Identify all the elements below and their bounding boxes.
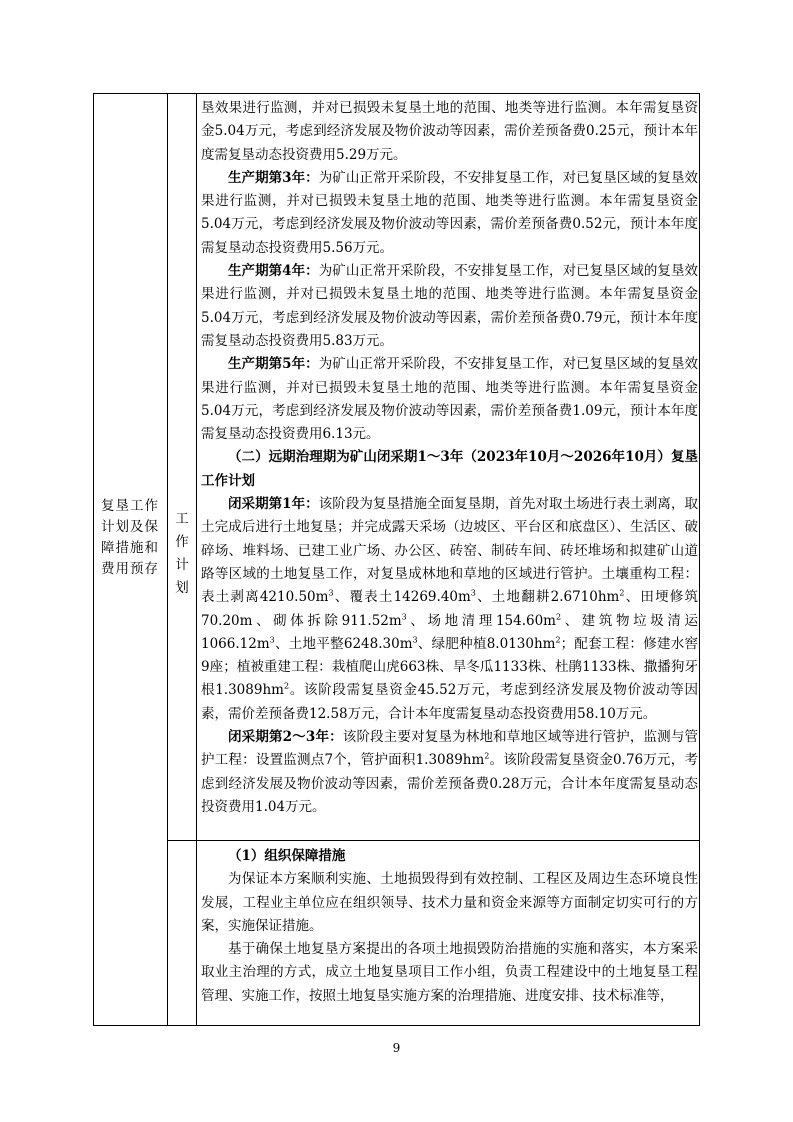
- table-bottom-border: [93, 1025, 700, 1026]
- row-label-mid: 工作计划: [175, 511, 189, 596]
- heading-long-term-plan: （二）远期治理期为矿山闭采期1～3年（2023年10月～2026年10月）复垦工作计划: [201, 449, 698, 489]
- paragraph-production-year4: 生产期第4年：为矿山正常开采阶段，不安排复垦工作，对已复垦区域的复垦效果进行监测，并对已损毁未复垦土地的范围、地类等进行监测。本年需复垦资金5.04万元，考虑到经济发展及物价波动等因素，需价差预备费0.79元，预计本年度需复垦动态投资费用5.83万元。: [201, 263, 698, 349]
- paragraph-closure-year1: 闭采期第1年：该阶段为复垦措施全面复垦期，首先对取土场进行表土剥离，取土完成后进行土地复垦；并完成露天采场（边坡区、平台区和底盘区）、生活区、破碎场、堆料场、已建工业广场、办公区、砖窑、制砖车间、砖坯堆场和拟建矿山道路等区域的土地复垦工作，对复垦成林地和草地的区域进行管护。土壤重构工程：表土剥离$4210.50m^3$、覆表土$14269.40m^3$、土地翻耕$2.6710hm^2$、田埂修筑70.20m、砌体拆除$911.52m^3$、场地清理$154.60m^2$、建筑物垃圾清运$1066.12m^3$、土地平整$6248.30m^3$、绿肥种植$8.0130hm^2$；配套工程：修建水窖9座；植被重建工程：栽植爬山虎663株、旱冬瓜1133株、杜鹃1133株、撒播狗牙根$1.3089hm^2$。该阶段需复垦资金45.52万元，考虑到经济发展及物价波动等因素，需价差预备费12.58万元，合计本年度需复垦动态投资费用58.10万元。: [201, 496, 699, 722]
- table-right-border: [699, 93, 700, 1026]
- guarantee-content: [201, 845, 698, 1008]
- heading-organization-guarantee: （1）组织保障措施: [228, 848, 346, 864]
- paragraph-guarantee-1: 为保证本方案顺利实施、土地损毁得到有效控制、工程区及周边生态环境良性发展，工程业主单位应在组织领导、技术力量和资金来源等方面制定切实可行的方案，实施保证措施。: [201, 871, 698, 934]
- table-col-divider-1: [167, 93, 168, 1026]
- paragraph-production-year5: 生产期第5年：为矿山正常开采阶段，不安排复垦工作，对已复垦区域的复垦效果进行监测，并对已损毁未复垦土地的范围、地类等进行监测。本年需复垦资金5.04万元，考虑到经济发展及物价波动等因素，需价差预备费1.09元，预计本年度需复垦动态投资费用6.13元。: [201, 356, 698, 443]
- paragraph-guarantee-2: 基于确保土地复垦方案提出的各项土地损毁防治措施的实施和落实，本方案采取业主治理的方式，成立土地复垦项目工作小组，负责工程建设中的土地复垦工程管理、实施工作，按照土地复垦实施方案的治理措施、进度安排、技术标准等，: [201, 941, 698, 1004]
- table-left-border: [93, 93, 94, 1026]
- paragraph-production-year2-cont: 垦效果进行监测，并对已损毁未复垦土地的范围、地类等进行监测。本年需复垦资金5.04万元，考虑到经济发展及物价波动等因素，需价差预备费0.25元，预计本年度需复垦动态投资费用5.29万元。: [201, 100, 698, 163]
- row-label-left: 复垦工作计划及保障措施和费用预存: [101, 498, 159, 577]
- work-plan-content: [201, 97, 698, 819]
- page-number: 9: [392, 1041, 401, 1055]
- table-col-divider-2: [196, 93, 197, 1026]
- paragraph-closure-year2-3: 闭采期第2～3年：该阶段主要对复垦为林地和草地区域等进行管护，监测与管护工程：设置监测点7个，管护面积$1.3089hm^2$。该阶段需复垦资金0.76万元，考虑到经济发展及物价波动等因素，需价差预备费0.28万元，合计本年度需复垦动态投资费用1.04万元。: [201, 729, 698, 815]
- paragraph-production-year3: 生产期第3年：为矿山正常开采阶段，不安排复垦工作，对已复垦区域的复垦效果进行监测，并对已损毁未复垦土地的范围、地类等进行监测。本年需复垦资金5.04万元，考虑到经济发展及物价波动等因素，需价差预备费0.52元，预计本年度需复垦动态投资费用5.56万元。: [201, 169, 698, 256]
- table-top-border: [93, 93, 700, 94]
- table-row-divider: [167, 840, 700, 841]
